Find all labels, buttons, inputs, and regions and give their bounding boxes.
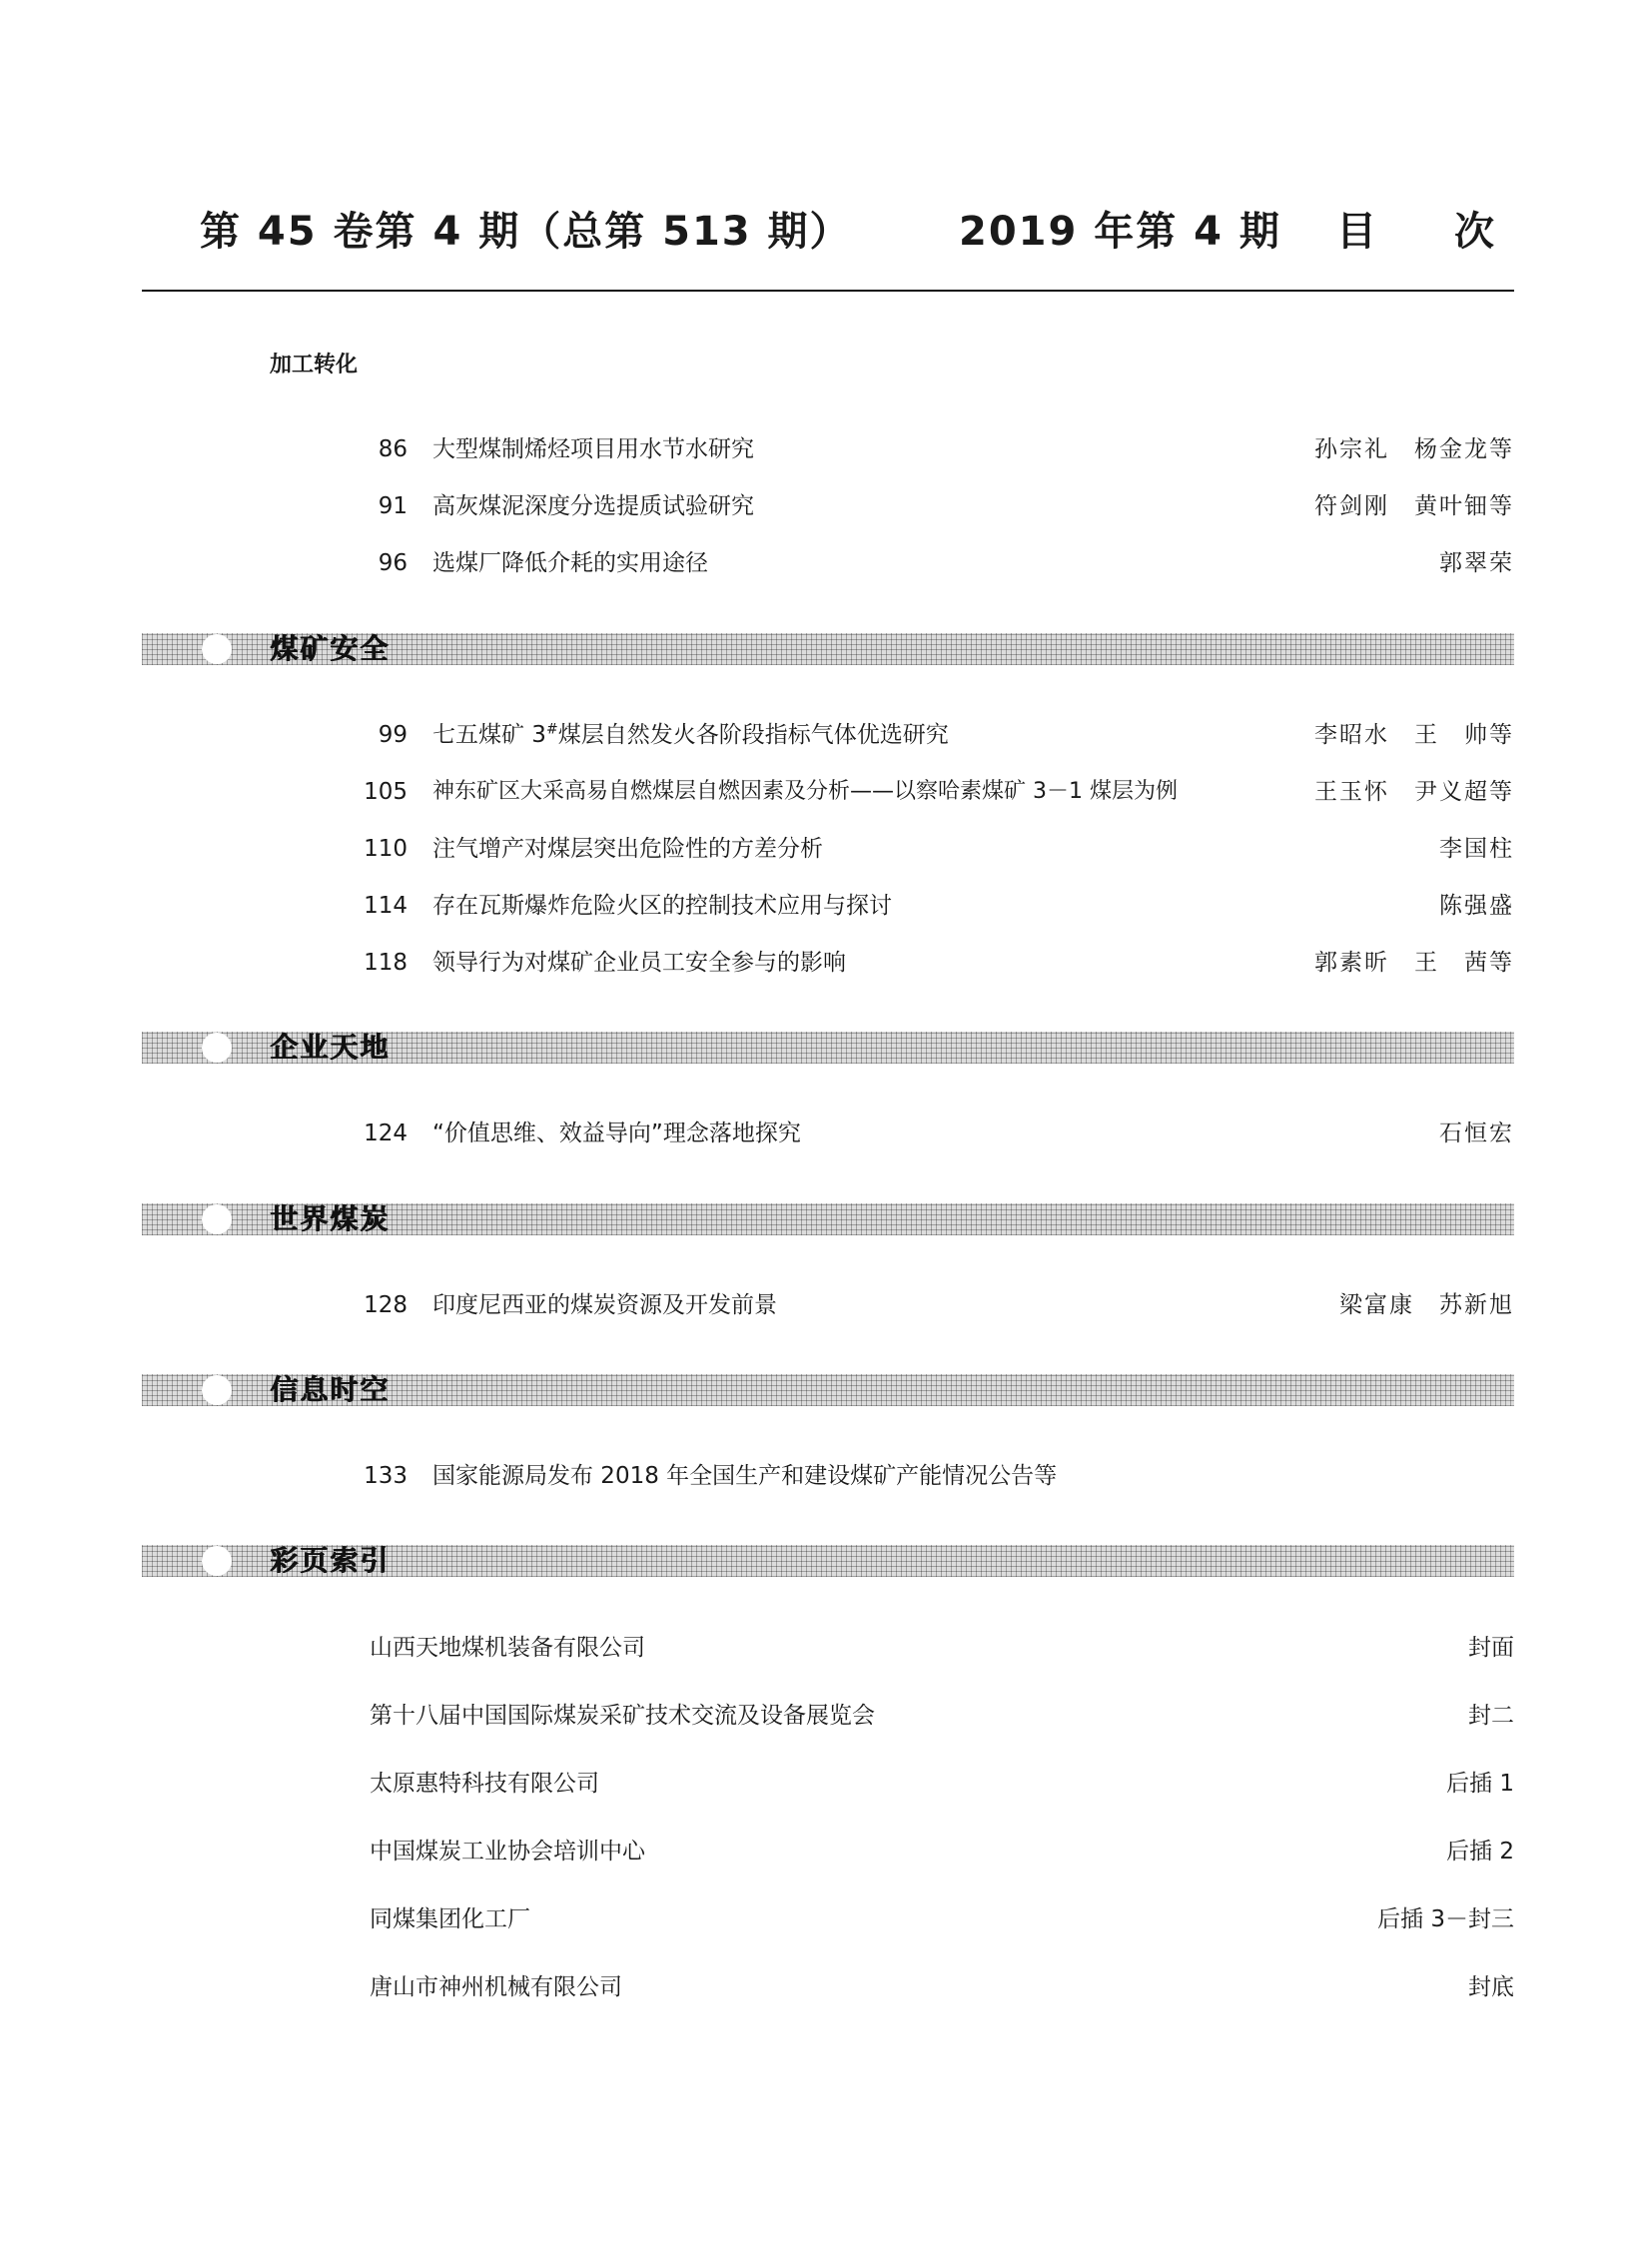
section-heading-processing: 加工转化 [270,353,359,377]
toc-entry[interactable] [0,717,1652,753]
entry-title: 高灰煤泥深度分选提质试验研究 [432,493,754,519]
entry-authors: 郭翠荣 [1439,550,1514,576]
entry-title: 领导行为对煤矿企业员工安全参与的影响 [432,950,846,976]
entry-authors: 孙宗礼 杨金龙等 [1314,436,1514,462]
toc-entry[interactable] [0,888,1652,924]
entry-authors: 郭素昕 王 茜等 [1314,950,1514,976]
section-band-world [142,1203,1514,1235]
toc-entry[interactable] [0,831,1652,867]
entry-page: 133 [364,1463,408,1489]
bullet-circle-icon [202,634,232,664]
entry-title: 存在瓦斯爆炸危险火区的控制技术应用与探讨 [432,893,892,919]
entry-page: 124 [364,1121,408,1146]
entry-title: 国家能源局发布 2018 年全国生产和建设煤矿产能情况公告等 [432,1463,1058,1489]
entry-title: 大型煤制烯烃项目用水节水研究 [432,436,754,462]
entry-page: 91 [378,493,408,519]
advertiser-name: 太原惠特科技有限公司 [370,1771,599,1797]
volume-title: 第 45 卷第 4 期（总第 513 期） [200,209,852,255]
section-title: 世界煤炭 [270,1202,391,1235]
advertiser-name: 第十八届中国国际煤炭采矿技术交流及设备展览会 [370,1703,875,1729]
ad-location: 后插 1 [1446,1771,1514,1797]
advertiser-name: 唐山市神州机械有限公司 [370,1974,622,2000]
entry-title: 注气增产对煤层突出危险性的方差分析 [432,836,823,862]
entry-page: 114 [364,893,408,919]
toc-heading-char-1: 目 [1336,209,1378,255]
entry-page: 96 [378,550,408,576]
entry-authors: 符剑刚 黄叶钿等 [1314,493,1514,519]
section-band-safety [142,633,1514,665]
bullet-circle-icon [202,1375,232,1405]
entry-authors: 梁富康 苏新旭 [1339,1292,1514,1318]
entry-title: “价值思维、效益导向”理念落地探究 [432,1121,801,1146]
ad-index-entry[interactable] [0,1630,1652,1666]
entry-authors: 李国柱 [1439,836,1514,862]
toc-entry[interactable] [0,1287,1652,1323]
section-title: 煤矿安全 [270,632,391,665]
toc-entry[interactable] [0,774,1652,810]
entry-authors: 王玉怀 尹义超等 [1314,779,1514,805]
entry-title: 选煤厂降低介耗的实用途径 [432,550,708,576]
ad-location: 后插 3－封三 [1377,1906,1514,1932]
entry-title: 七五煤矿 3#煤层自然发火各阶段指标气体优选研究 [432,721,949,748]
section-title: 彩页索引 [270,1544,391,1577]
entry-page: 105 [364,779,408,805]
header-divider [142,290,1514,292]
toc-entry[interactable] [0,488,1652,524]
entry-title: 神东矿区大采高易自燃煤层自燃因素及分析——以察哈素煤矿 3－1 煤层为例 [432,779,1178,804]
toc-entry[interactable] [0,545,1652,581]
section-band-info [142,1374,1514,1406]
section-title: 信息时空 [270,1373,391,1406]
entry-authors: 李昭水 王 帅等 [1314,722,1514,748]
entry-page: 128 [364,1292,408,1318]
bullet-circle-icon [202,1204,232,1234]
toc-entry[interactable] [0,431,1652,467]
section-band-ads [142,1545,1514,1577]
toc-entry[interactable] [0,1116,1652,1151]
bullet-circle-icon [202,1546,232,1576]
section-band-enterprise [142,1032,1514,1064]
entry-page: 110 [364,836,408,862]
ad-index-entry[interactable] [0,1698,1652,1734]
bullet-circle-icon [202,1033,232,1063]
toc-entry[interactable] [0,945,1652,981]
advertiser-name: 山西天地煤机装备有限公司 [370,1635,645,1661]
ad-location: 后插 2 [1446,1839,1514,1865]
toc-entry[interactable] [0,1458,1652,1494]
entry-page: 118 [364,950,408,976]
ad-location: 封二 [1468,1703,1514,1729]
ad-index-entry[interactable] [0,1969,1652,2005]
section-title: 企业天地 [270,1031,391,1064]
advertiser-name: 中国煤炭工业协会培训中心 [370,1839,645,1865]
entry-page: 86 [378,436,408,462]
ad-index-entry[interactable] [0,1901,1652,1937]
ad-index-entry[interactable] [0,1766,1652,1802]
advertiser-name: 同煤集团化工厂 [370,1906,530,1932]
ad-location: 封底 [1468,1974,1514,2000]
ad-location: 封面 [1468,1635,1514,1661]
entry-page: 99 [378,722,408,748]
entry-title: 印度尼西亚的煤炭资源及开发前景 [432,1292,777,1318]
toc-heading-char-2: 次 [1454,209,1496,255]
ad-index-entry[interactable] [0,1834,1652,1869]
issue-date: 2019 年第 4 期 [959,209,1281,255]
entry-authors: 陈强盛 [1439,893,1514,919]
entry-authors: 石恒宏 [1439,1121,1514,1146]
